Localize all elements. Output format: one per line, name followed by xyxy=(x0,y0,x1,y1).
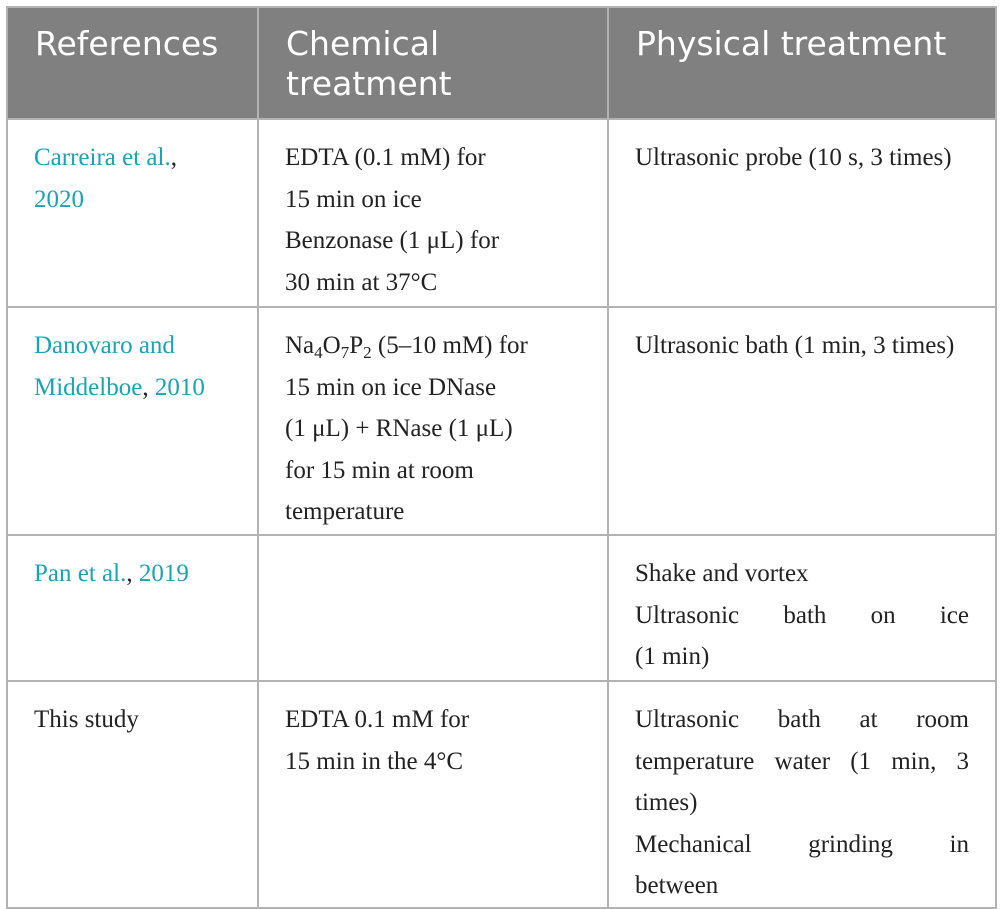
reference-year-link[interactable]: 2010 xyxy=(154,373,205,401)
header-chemical-treatment: Chemical treatment xyxy=(258,7,608,119)
reference-text: This study xyxy=(34,706,139,733)
header-references: References xyxy=(7,7,258,119)
table-row xyxy=(7,535,996,681)
chemical-line: temperature xyxy=(285,498,405,525)
formula-o-subscript: 7 xyxy=(340,343,350,362)
reference-table-container xyxy=(6,6,995,899)
physical-treatment-cell: Ultrasonic probe (10 s, 3 times) xyxy=(608,119,996,307)
chemical-line: (1 μL) + RNase (1 μL) xyxy=(285,415,513,442)
chemical-line: for 15 min at room xyxy=(285,456,474,484)
chemical-line: EDTA 0.1 mM for xyxy=(285,706,470,733)
reference-year-link[interactable]: 2020 xyxy=(34,185,84,213)
reference-cell xyxy=(7,119,258,307)
physical-line: times) xyxy=(635,789,698,816)
treatment-comparison-table xyxy=(6,6,997,909)
chemical-treatment-cell xyxy=(258,307,608,535)
physical-line: Ultrasonic bath at room xyxy=(635,706,969,733)
chemical-treatment-cell xyxy=(258,681,608,908)
reference-separator: , xyxy=(126,560,139,587)
chemical-line: 15 min in the 4°C xyxy=(285,747,464,775)
physical-line: Shake and vortex xyxy=(635,560,809,587)
table-row xyxy=(7,681,996,908)
chemical-line: 15 min on ice DNase xyxy=(285,373,497,401)
table-row xyxy=(7,119,996,307)
physical-line: between xyxy=(635,872,719,899)
reference-separator: , xyxy=(170,144,177,171)
formula-na-subscript: 4 xyxy=(314,343,323,362)
table-row xyxy=(7,307,996,535)
physical-treatment-cell xyxy=(608,535,996,681)
chemical-line: 15 min on ice xyxy=(285,185,422,213)
chemical-formula-line xyxy=(285,325,581,367)
chemical-treatment-cell xyxy=(258,119,608,307)
reference-year-link[interactable]: 2019 xyxy=(138,560,189,587)
reference-author-link[interactable]: Carreira et al. xyxy=(34,144,171,171)
reference-author-link[interactable]: Danovaro and Middelboe xyxy=(34,332,175,401)
formula-p-subscript: 2 xyxy=(363,343,372,362)
physical-treatment-cell: Ultrasonic bath (1 min, 3 times) xyxy=(608,307,996,535)
chemical-treatment-cell xyxy=(258,535,608,681)
chemical-line: EDTA (0.1 mM) for xyxy=(285,144,486,171)
formula-rest: (5–10 mM) for xyxy=(371,332,528,359)
formula-p: P xyxy=(349,332,364,359)
physical-line: (1 min) xyxy=(635,643,710,670)
chemical-line: 30 min at 37°C xyxy=(285,268,438,296)
chemical-line: Benzonase (1 μL) for xyxy=(285,227,500,254)
reference-author-link[interactable]: Pan et al. xyxy=(34,560,127,587)
formula-o: O xyxy=(322,332,341,359)
formula-na: Na xyxy=(285,332,315,359)
reference-cell xyxy=(7,681,258,908)
table-header-row xyxy=(7,7,996,119)
reference-separator: , xyxy=(142,373,155,401)
reference-cell xyxy=(7,307,258,535)
physical-line: Ultrasonic bath on ice xyxy=(635,601,969,629)
physical-line: Mechanical grinding in xyxy=(635,830,969,858)
physical-line: temperature water (1 min, 3 xyxy=(635,747,969,775)
header-physical-treatment: Physical treatment xyxy=(608,7,996,119)
physical-treatment-cell xyxy=(608,681,996,908)
reference-cell xyxy=(7,535,258,681)
